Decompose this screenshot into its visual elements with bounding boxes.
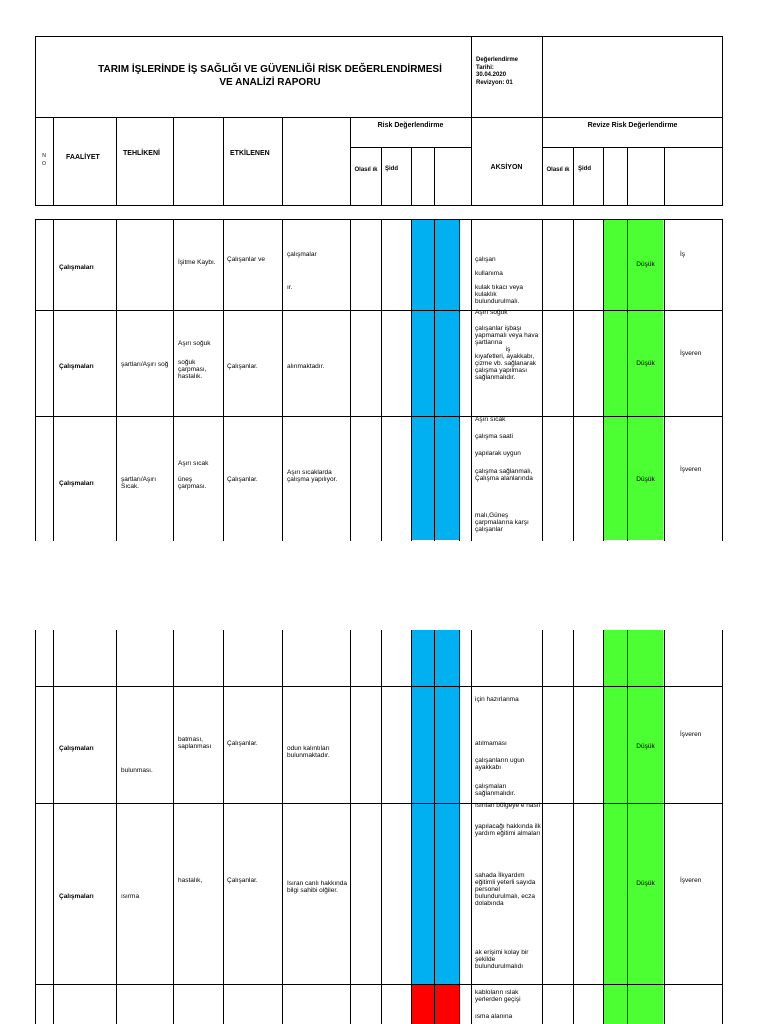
cell-tehlike-kaynak: bulunması. — [121, 767, 153, 774]
meta-revision: Revizyon: 01 — [476, 79, 513, 86]
cell-mevcut: alınmaktadır. — [287, 363, 325, 370]
cell-mevcut: ır. — [287, 284, 293, 291]
cell-revize-level: Düşük — [636, 880, 655, 887]
cell-mevcut: Isıran canlı hakkında bilgi sahibi olğiler. — [287, 880, 347, 894]
col-tehlike: TEHLİKENİ — [123, 150, 160, 157]
cell-tehlike: hastalık, — [178, 877, 203, 884]
cell-tehlike: İşitme Kaybı. — [178, 259, 216, 266]
cell-aksiyon: yapılacağı hakkında ilk yardım eğitimi almaları — [475, 823, 541, 837]
report-title-line1: TARIM İŞLERİNDE İŞ SAĞLIĞI VE GÜVENLİĞİ RİSK DEĞERLENDİRMESİ — [98, 64, 442, 75]
cell-faaliyet: Çalışmaları — [59, 893, 94, 900]
col-aksiyon: AKSİYON — [490, 164, 523, 171]
col-rev-siddet: Şidd — [578, 166, 591, 172]
col-siddet: Şidd — [385, 166, 398, 172]
cell-mevcut: odun kalıntıları bulunmaktadır. — [287, 745, 330, 759]
cell-aksiyon: iş — [505, 346, 511, 353]
cell-tehlike: Aşırı soğuk — [178, 340, 211, 347]
col-revize-group: Revize Risk Değerlendirme — [587, 122, 678, 129]
cell-aksiyon: çalışanların ugun ayakkabı — [475, 757, 525, 771]
cell-faaliyet: Çalışmaları — [59, 480, 94, 487]
cell-aksiyon: çalışmaları sağlanmalıdır. — [475, 783, 516, 797]
cell-aksiyon: yapılarak uygun — [475, 450, 521, 457]
cell-sorumlu: İşveren — [680, 731, 702, 738]
cell-revize-level: Düşük — [636, 360, 655, 367]
cell-mevcut: Aşırı sıcaklarda çalışma yapılıyor. — [287, 469, 338, 483]
cell-etkilenen: Çalışanlar. — [227, 877, 258, 884]
cell-tehlike-kaynak: ısırma — [121, 893, 140, 900]
cell-tehlike-kaynak: şartları/Aşırı Sıcak. — [121, 476, 157, 490]
cell-sorumlu: İş — [680, 251, 686, 258]
cell-tehlike-kaynak: şartları/Aşırı soğ — [121, 361, 169, 368]
cell-revize-level: Düşük — [636, 476, 655, 483]
cell-sorumlu: İşveren — [680, 466, 702, 473]
col-no: N O — [42, 153, 46, 167]
report-meta — [476, 57, 518, 87]
cell-revize-level: Düşük — [636, 261, 655, 268]
col-faaliyet: FAALİYET — [66, 154, 100, 161]
col-olasilik: Olasıl ık — [354, 167, 378, 173]
cell-sorumlu: İşveren — [680, 350, 702, 357]
cell-aksiyon: kıyafetleri, ayakkabı, çizme vb. sağlanarak çalışma yapılması sağlanmalıdır. — [475, 353, 537, 381]
meta-label: Değerlendirme — [476, 57, 519, 63]
cell-etkilenen: Çalışanlar. — [227, 363, 258, 370]
meta-date: 30.04.2020 — [476, 72, 507, 78]
col-risk-group: Risk Değerlendirme — [377, 122, 444, 129]
cell-aksiyon: çalışma saati — [475, 433, 513, 440]
cell-faaliyet: Çalışmaları — [59, 363, 94, 370]
report-title — [70, 63, 470, 89]
cell-faaliyet: Çalışmaları — [59, 264, 94, 271]
meta-date-label: Tarihi: — [476, 64, 494, 71]
cell-aksiyon: sahada İlkyardım eğitimli yeterli sayıda personel bulundurulmalı, ecza dolabında — [475, 872, 536, 907]
cell-etkilenen: Çalışanlar. — [227, 740, 258, 747]
cell-aksiyon: kulak tıkacı veya kulaklık bulundurulmalı. — [475, 284, 524, 305]
cell-aksiyon: Aşırı sıcak — [475, 416, 506, 423]
cell-etkilenen: Çalışanlar. — [227, 476, 258, 483]
cell-aksiyon: çalışan — [475, 256, 496, 263]
cell-aksiyon: atılmaması — [475, 740, 507, 747]
cell-etkilenen: Çalışanlar ve — [227, 256, 265, 263]
cell-aksiyon: ısırılan bölgeye e nasıl — [475, 802, 541, 809]
cell-sorumlu: İşveren — [680, 877, 702, 884]
cell-aksiyon: Aşırı soğuk — [475, 309, 508, 316]
col-rev-olasilik: Olasıl ık — [546, 167, 570, 173]
cell-aksiyon: için hazırlanma — [475, 696, 519, 703]
report-title-line2: VE ANALİZİ RAPORU — [219, 77, 321, 88]
cell-aksiyon: ak erişimi kolay bir şekilde bulundurulmalıdı — [475, 949, 529, 970]
cell-tehlike: soğuk çarpması, hastalık. — [178, 359, 207, 380]
col-etkilenen: ETKİLENEN — [230, 150, 270, 157]
cell-tehlike: batması, saplanması — [178, 736, 212, 750]
cell-aksiyon: çalışma sağlanmalı, Çalışma alanlarında — [475, 468, 533, 482]
cell-revize-level: Düşük — [636, 743, 655, 750]
cell-aksiyon: kabloların ıslak yerlerden geçişi — [475, 989, 521, 1003]
cell-tehlike: Aşırı sıcak — [178, 460, 209, 467]
cell-aksiyon: malı,Güneş çarpmalarına karşı çalışanlar — [475, 512, 529, 533]
cell-faaliyet: Çalışmaları — [59, 745, 94, 752]
cell-aksiyon: ısma alanına — [475, 1013, 513, 1020]
cell-mevcut: çalışmalar — [287, 251, 317, 258]
cell-aksiyon: kullanıma — [475, 270, 503, 277]
cell-aksiyon: çalışanlar işbaşı yapmamalı veya hava şartlarına — [475, 325, 539, 346]
cell-tehlike: üneş çarpması. — [178, 476, 207, 490]
